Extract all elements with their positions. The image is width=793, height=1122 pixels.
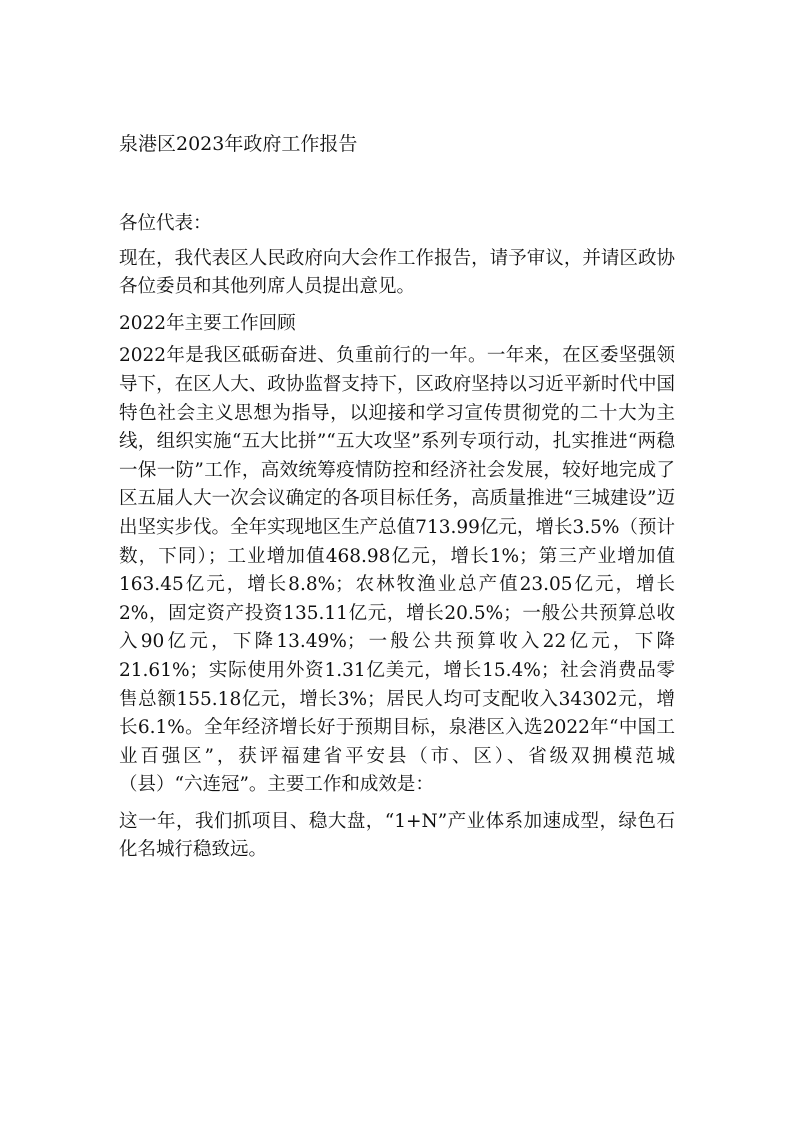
- intro-paragraph: 现在，我代表区人民政府向大会作工作报告，请予审议，并请区政协各位委员和其他列席人员提出意见。: [119, 247, 675, 298]
- document-page: [119, 128, 675, 873]
- closing-paragraph: 这一年，我们抓项目、稳大盘，“1+N”产业体系加速成型，绿色石化名城行稳致远。: [119, 810, 675, 861]
- salutation: 各位代表：: [119, 213, 212, 234]
- section-heading: 2022年主要工作回顾: [119, 312, 296, 334]
- document-title: 泉港区2023年政府工作报告: [119, 133, 358, 155]
- review-paragraph: 2022年是我区砥砺奋进、负重前行的一年。一年来，在区委坚强领导下，在区人大、政协监督支持下，区政府坚持以习近平新时代中国特色社会主义思想为指导，以迎接和学习宣传贯彻党的二十大为主线，组织实施“五大比拼”“五大攻坚”系列专项行动，扎实推进“两稳一保一防”工作，高效统筹疫情防控和经济社会发展，较好地完成了区五届人大一次会议确定的各项目标任务，高质量推进“三城建设”迈出坚实步伐。全年实现地区生产总值713.99亿元，增长3.5%（预计数，下同）；工业增加值468.98亿元，增长1%；第三产业增加值163.45亿元，增长8.8%；农林牧渔业总产值23.05亿元，增长2%，固定资产投资135.11亿元，增长20.5%；一般公共预算总收入90亿元，下降13.49%；一般公共预算收入22亿元，下降21.61%；实际使用外资1.31亿美元，增长15.4%；社会消费品零售总额155.18亿元，增长3%；居民人均可支配收入34302元，增长6.1%。全年经济增长好于预期目标，泉港区入选2022年“中国工业百强区”，获评福建省平安县（市、区）、省级双拥模范城（县）“六连冠”。主要工作和成效是：: [119, 345, 675, 796]
